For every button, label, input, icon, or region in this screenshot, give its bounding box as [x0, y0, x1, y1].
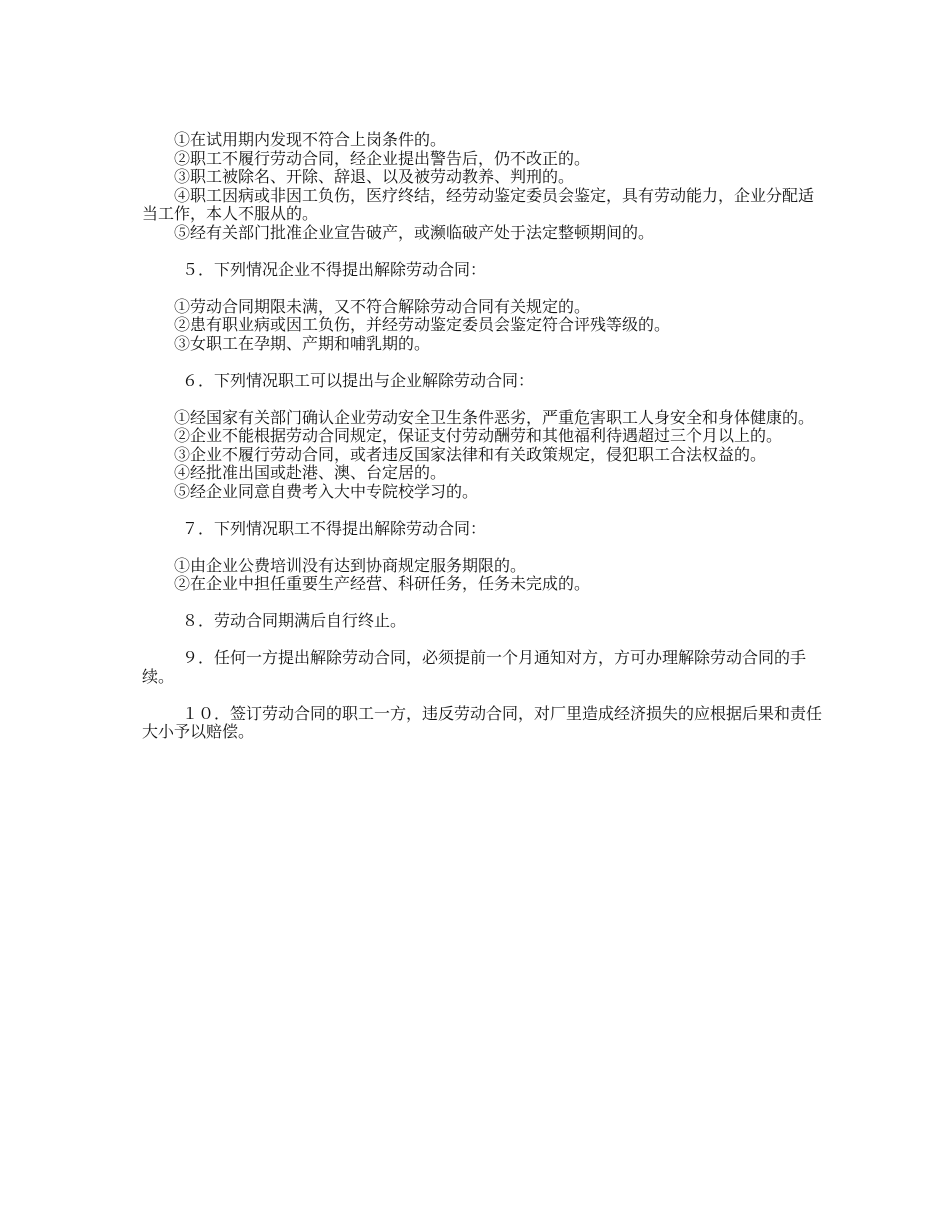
clause-4-item-2: ②职工不履行劳动合同，经企业提出警告后，仍不改正的。: [174, 148, 591, 168]
spacer: [142, 390, 822, 409]
spacer: [142, 501, 822, 520]
clause-10: １０．签订劳动合同的职工一方，违反劳动合同，对厂里造成经济损失的应根据后果和责任大小予以赔偿。: [142, 703, 823, 741]
clause-6-heading: ６．下列情况职工可以提出与企业解除劳动合同：: [182, 370, 535, 390]
clause-5-heading: ５．下列情况企业不得提出解除劳动合同：: [182, 259, 487, 279]
clause-7-item-1: ①由企业公费培训没有达到协商规定服务期限的。: [174, 555, 527, 575]
clause-6-item-4: ④经批准出国或赴港、澳、台定居的。: [174, 463, 447, 482]
spacer: [142, 538, 822, 557]
spacer: [142, 353, 822, 372]
clause-6-item-1: ①经国家有关部门确认企业劳动安全卫生条件恶劣，严重危害职工人身安全和身体健康的。: [174, 407, 815, 427]
spacer: [142, 686, 822, 705]
clause-4-item-1: ①在试用期内发现不符合上岗条件的。: [174, 130, 447, 149]
clause-8: ８．劳动合同期满后自行终止。: [182, 611, 407, 630]
clause-6-item-3: ③企业不履行劳动合同，或者违反国家法律和有关政策规定，侵犯职工合法权益的。: [174, 444, 767, 464]
clause-9: ９．任何一方提出解除劳动合同，必须提前一个月通知对方，方可办理解除劳动合同的手续。: [142, 648, 807, 686]
clause-5-item-2: ②患有职业病或因工负伤，并经劳动鉴定委员会鉴定符合评残等级的。: [174, 315, 671, 334]
spacer: [142, 631, 822, 650]
document-body: [142, 131, 822, 742]
spacer: [142, 279, 822, 298]
clause-5-item-1: ①劳动合同期限未满，又不符合解除劳动合同有关规定的。: [174, 296, 591, 316]
clause-6-item-2: ②企业不能根据劳动合同规定，保证支付劳动酬劳和其他福利待遇超过三个月以上的。: [174, 426, 783, 445]
spacer: [142, 242, 822, 261]
clause-4-item-3: ③职工被除名、开除、辞退、以及被劳动教养、判刑的。: [174, 167, 575, 186]
clause-5-item-3: ③女职工在孕期、产期和哺乳期的。: [174, 333, 431, 353]
spacer: [142, 594, 822, 613]
clause-7-heading: ７．下列情况职工不得提出解除劳动合同：: [182, 518, 487, 538]
clause-4-item-5: ⑤经有关部门批准企业宣告破产，或濒临破产处于法定整顿期间的。: [174, 222, 655, 242]
clause-4-item-4: ④职工因病或非因工负伤，医疗终结，经劳动鉴定委员会鉴定，具有劳动能力，企业分配适当工作，本人不服从的。: [142, 185, 815, 223]
clause-6-item-5: ⑤经企业同意自费考入大中专院校学习的。: [174, 481, 479, 501]
clause-7-item-2: ②在企业中担任重要生产经营、科研任务，任务未完成的。: [174, 574, 591, 593]
